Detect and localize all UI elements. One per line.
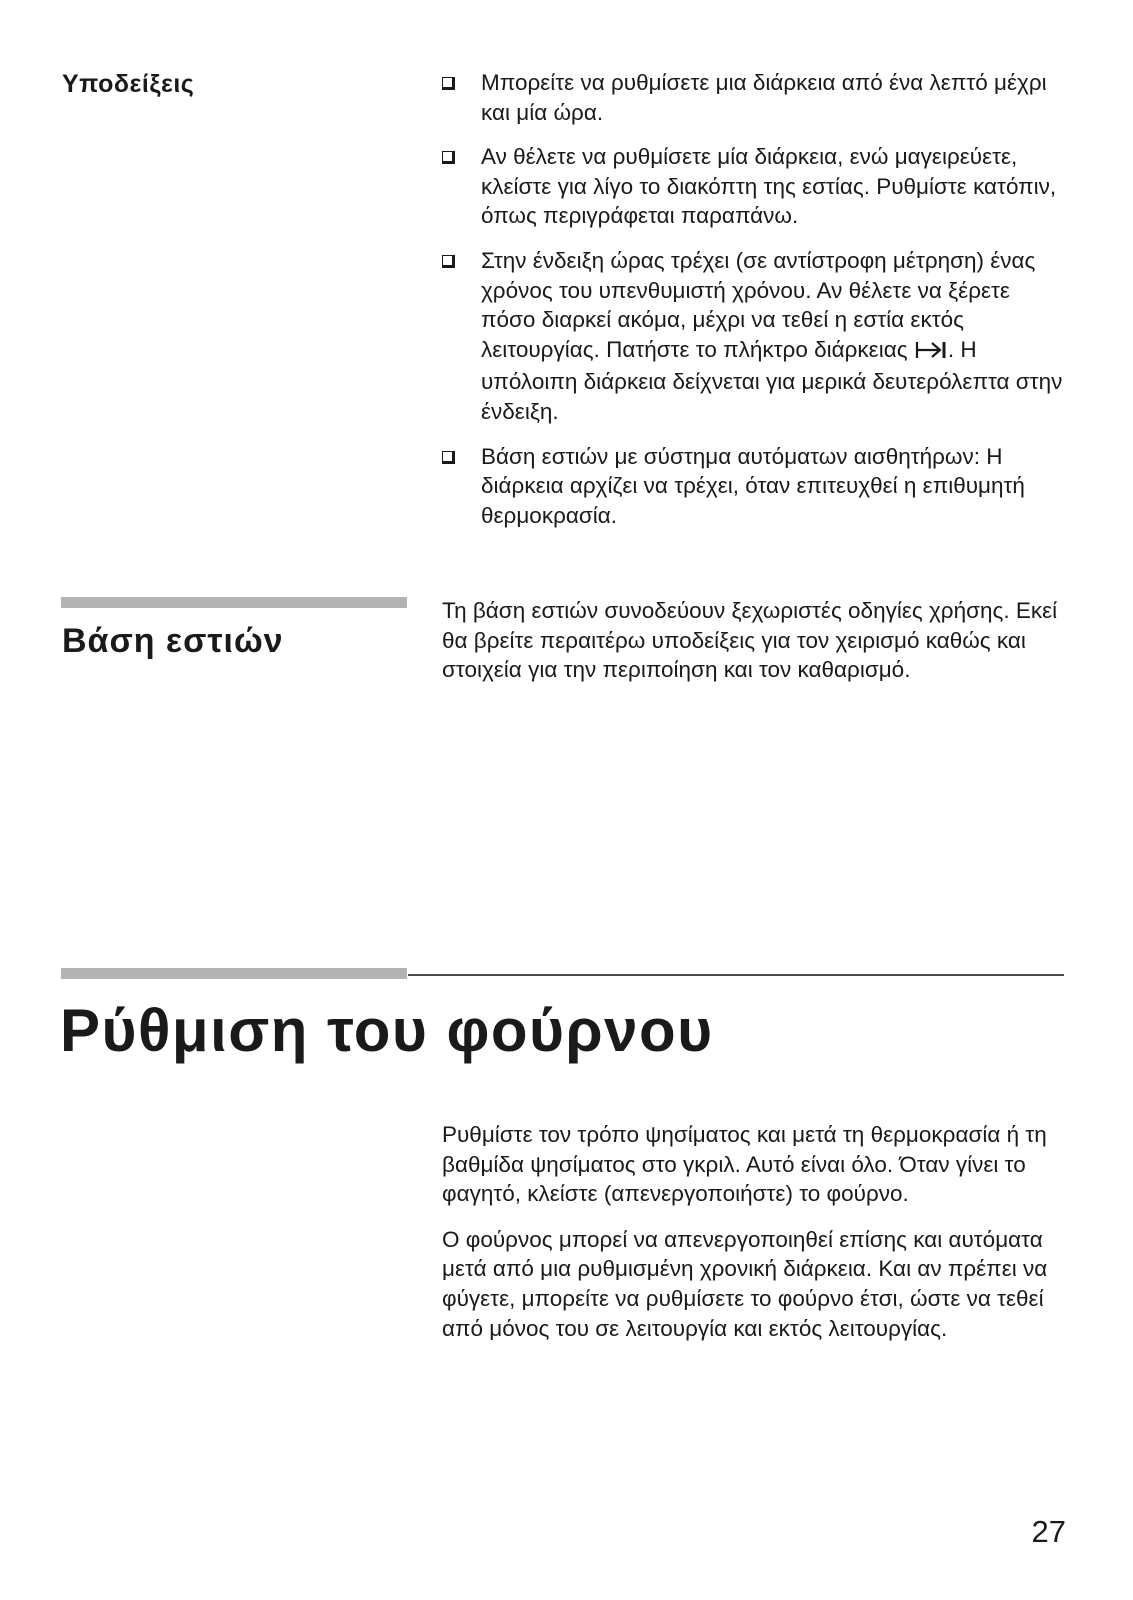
list-item <box>442 68 1064 127</box>
hints-list <box>442 68 1064 545</box>
list-item <box>442 442 1064 531</box>
hint-text: Στην ένδειξη ώρας τρέχει (σε αντίστροφη μέτρηση) ένας χρόνος του υπενθυμιστή χρόνου. Αν θέλετε να ξέρετε πόσο διαρκεί ακόμα, μέχρι να τεθεί η εστία εκτός λειτουργίας. Πατήστε το πλήκτρο διάρκειας <box>481 247 1036 362</box>
oven-paragraph: Ο φούρνος μπορεί να απενεργοποιηθεί επίσης και αυτόματα μετά από μια ρυθμισμένη χρονική διάρκεια. Και αν πρέπει να φύγετε, μπορείτε να ρυθμίσετε το φούρνο έτσι, ώστε να τεθεί από μόνος του σε λειτουργία και εκτός λειτουργίας. <box>442 1226 1048 1341</box>
oven-setting-body <box>442 1120 1064 1359</box>
section-bar <box>61 597 407 608</box>
chapter-rule <box>408 974 1064 976</box>
checkbox-bullet-icon <box>442 451 455 464</box>
hint-text: Βάση εστιών με σύστημα αυτόματων αισθητήρων: Η διάρκεια αρχίζει να τρέχει, όταν επιτευχθεί η επιθυμητή θερμοκρασία. <box>481 443 1025 528</box>
hints-heading: Υποδείξεις <box>62 70 195 98</box>
page-number: 27 <box>1031 1514 1066 1549</box>
hint-text-continued: . Η υπόλοιπη διάρκεια δείχνεται για μερικά δευτερόλεπτα στην ένδειξη. <box>481 336 1063 424</box>
hob-base-text: Τη βάση εστιών συνοδεύουν ξεχωριστές οδηγίες χρήσης. Εκεί θα βρείτε περαιτέρω υποδείξεις για τον χειρισμό καθώς και στοιχεία για την περιποίηση και τον καθαρισμό. <box>442 598 1058 683</box>
checkbox-bullet-icon <box>442 77 455 90</box>
hint-text: Μπορείτε να ρυθμίσετε μια διάρκεια από ένα λεπτό μέχρι και μία ώρα. <box>481 70 1047 125</box>
duration-key-icon <box>915 338 947 368</box>
chapter-title: Ρύθμιση του φούρνου <box>60 997 714 1064</box>
list-item <box>442 246 1064 427</box>
checkbox-bullet-icon <box>442 151 455 164</box>
oven-paragraph: Ρυθμίστε τον τρόπο ψησίματος και μετά τη θερμοκρασία ή τη βαθμίδα ψησίματος στο γκριλ. Αυτό είναι όλο. Όταν γίνει το φαγητό, κλείστε (απενεργοποιήστε) το φούρνο. <box>442 1122 1047 1207</box>
checkbox-bullet-icon <box>442 255 455 268</box>
hint-text: Αν θέλετε να ρυθμίσετε μία διάρκεια, ενώ μαγειρεύετε, κλείστε για λίγο το διακόπτη της εστίας. Ρυθμίστε κατόπιν, όπως περιγράφεται παραπάνω. <box>481 144 1057 229</box>
chapter-bar <box>61 968 407 979</box>
list-item <box>442 142 1064 231</box>
hob-base-heading: Βάση εστιών <box>62 622 284 660</box>
